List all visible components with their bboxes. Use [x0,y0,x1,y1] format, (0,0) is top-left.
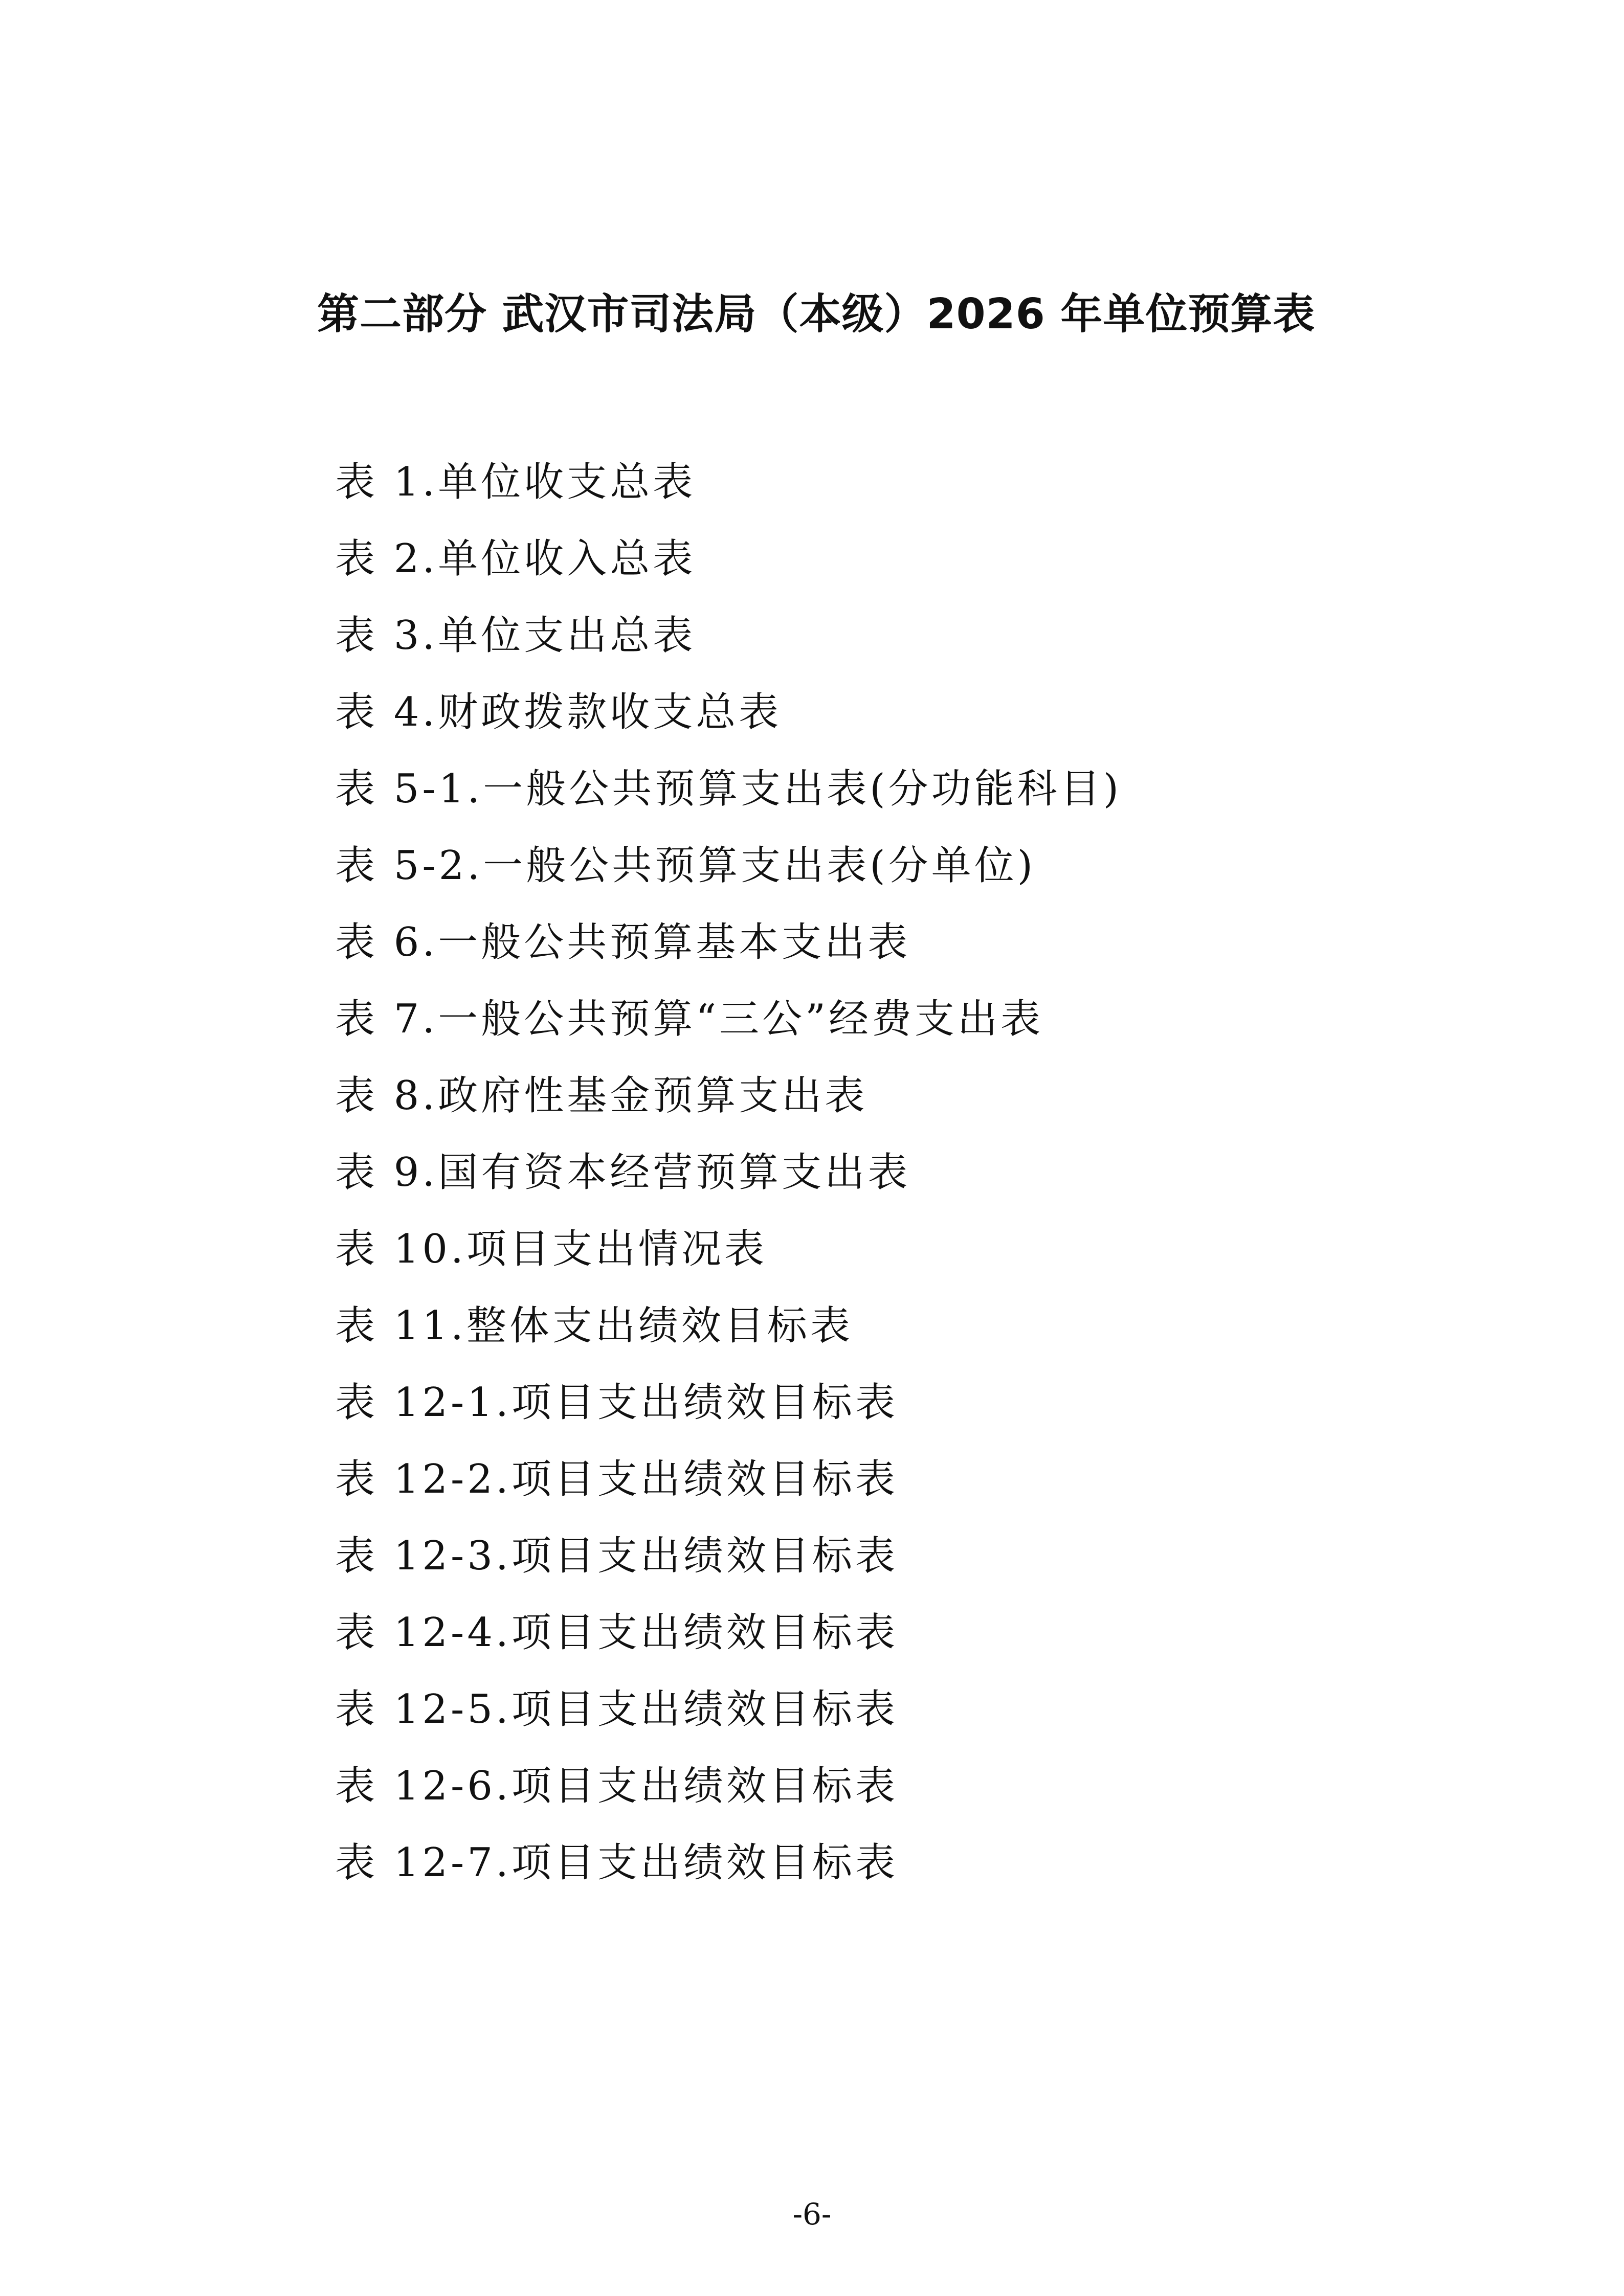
page-number: -6- [792,2197,832,2232]
toc-item: 表 12-7.项目支出绩效目标表 [335,1840,898,1886]
toc-item: 表 12-4.项目支出绩效目标表 [335,1610,898,1656]
toc-item: 表 5-2.一般公共预算支出表(分单位) [335,843,1036,889]
section-heading: 第二部分 武汉市司法局（本级）2026 年单位预算表 [317,290,1316,339]
toc-item: 表 7.一般公共预算“三公”经费支出表 [335,996,1043,1042]
toc-item: 表 9.国有资本经营预算支出表 [335,1150,911,1196]
toc-item: 表 12-1.项目支出绩效目标表 [335,1380,898,1426]
toc-item: 表 12-3.项目支出绩效目标表 [335,1533,898,1579]
toc-item: 表 6.一般公共预算基本支出表 [335,919,911,965]
toc-item: 表 12-5.项目支出绩效目标表 [335,1686,898,1732]
toc-item: 表 12-6.项目支出绩效目标表 [335,1763,898,1809]
toc-item: 表 12-2.项目支出绩效目标表 [335,1456,898,1502]
toc-item: 表 11.整体支出绩效目标表 [335,1303,853,1349]
toc-item: 表 3.单位支出总表 [335,613,696,659]
toc-item: 表 2.单位收入总表 [335,536,696,582]
table-of-contents [335,444,1122,1901]
toc-item: 表 1.单位收支总表 [335,459,696,505]
toc-item: 表 5-1.一般公共预算支出表(分功能科目) [335,766,1122,812]
toc-item: 表 4.财政拨款收支总表 [335,689,782,735]
toc-item: 表 10.项目支出情况表 [335,1226,767,1272]
toc-item: 表 8.政府性基金预算支出表 [335,1073,868,1119]
